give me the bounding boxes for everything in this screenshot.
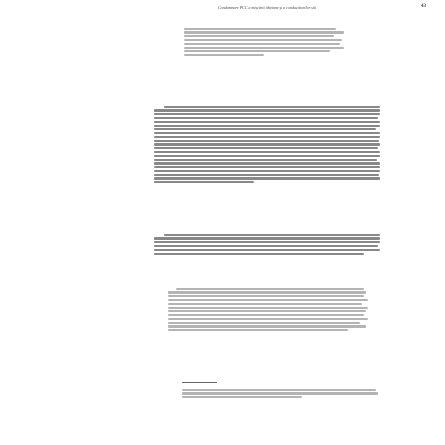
body-paragraph bbox=[154, 104, 380, 185]
running-title: Condamnare PCC a mișcării tibetane și a conducătorilor săi bbox=[218, 5, 316, 10]
footnote-separator bbox=[182, 382, 217, 383]
page-number: 43 bbox=[421, 4, 426, 9]
quote-block bbox=[184, 26, 344, 58]
running-header bbox=[0, 3, 445, 13]
indented-quote bbox=[168, 286, 368, 333]
body-paragraph-2 bbox=[154, 232, 380, 256]
footnote bbox=[182, 387, 382, 400]
